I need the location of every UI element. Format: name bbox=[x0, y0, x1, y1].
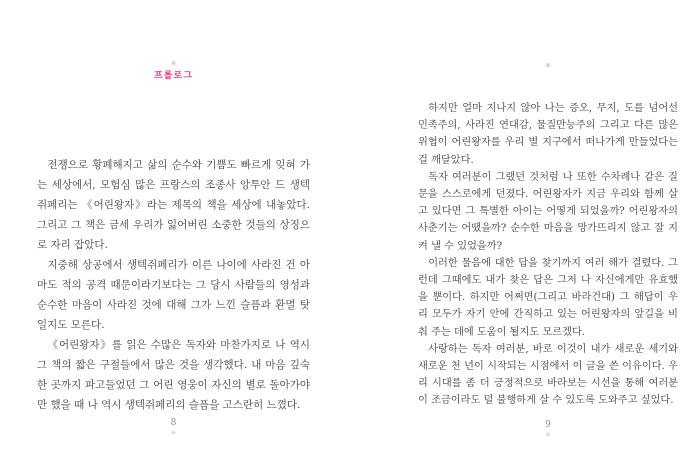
paragraph: 《어린왕자》를 읽은 수많은 독자와 마찬가지로 나 역시 그 책의 짧은 구절들에서 많은 것을 생각했다. 내 마음 깊숙한 곳까지 파고들었던 그 어린 영웅이 자신의 별로 돌아가야만 했을 때 나 역시 생텍쥐페리의 슬픔을 고스란히 느꼈다. bbox=[37, 339, 310, 411]
right-page-header bbox=[418, 62, 678, 70]
star-ornament-icon: ✳ bbox=[170, 59, 177, 68]
paragraph: 사랑하는 독자 여러분, 바로 이것이 내가 새로운 세기와 새로운 천 년이 시작되는 시점에서 이 글을 쓴 이유이다. 우리 시대를 좀 더 긍정적으로 바라보는 시선을 통해 여러분이 조금이라도 덜 불행하게 살 수 있도록 도와주고 싶었다. bbox=[418, 343, 678, 407]
paragraph: 독자 여러분이 그랬던 것처럼 나 또한 수차례나 같은 질문을 스스로에게 던졌다. 어린왕자가 지금 우리와 함께 살고 있다면 그 특별한 아이는 어떻게 되었을까? 어린왕자의 사춘기는 어땠을까? 순수한 마음을 망가뜨리지 않고 잘 지켜 낼 수 있었을까? bbox=[418, 171, 678, 252]
right-page-footer bbox=[418, 420, 678, 439]
page-number: 9 bbox=[545, 420, 551, 430]
paragraph: 하지만 얼마 지나지 않아 나는 증오, 무지, 도를 넘어선 민족주의, 사라진 연대감, 물질만능주의 그리고 다른 많은 위협이 어린왕자를 우리 별 지구에서 떠나가게 만들었다는 걸 깨달았다. bbox=[418, 103, 678, 166]
paragraph: 전쟁으로 황폐해지고 삶의 순수와 기쁨도 빠르게 잊혀 가는 세상에서, 모험심 많은 프랑스의 조종사 앙투안 드 생텍쥐페리는 《어린왕자》라는 제목의 책을 세상에 내놓았다. 그리고 그 책은 금세 우리가 잃어버린 소중한 것들의 상징으로 자리 잡았다. bbox=[37, 159, 310, 251]
left-page bbox=[37, 0, 310, 469]
right-page bbox=[418, 0, 678, 469]
paragraph: 지중해 상공에서 생텍쥐페리가 이른 나이에 사라진 건 아마도 적의 공격 때문이라기보다는 그 당시 사람들의 영성과 순수한 마음이 사라진 것에 대해 그가 느낀 슬픔과 환멸 탓일지도 모른다. bbox=[37, 259, 310, 331]
chapter-label: 프롤로그 bbox=[154, 71, 193, 81]
star-ornament-icon: ✳ bbox=[545, 431, 551, 439]
page-number: 8 bbox=[170, 418, 177, 428]
left-page-body bbox=[37, 155, 310, 415]
left-page-footer bbox=[37, 418, 310, 437]
star-ornament-icon: ✳ bbox=[170, 429, 177, 437]
star-ornament-icon: ✳ bbox=[544, 61, 552, 70]
left-page-header bbox=[37, 60, 310, 81]
right-page-body bbox=[418, 100, 678, 410]
paragraph: 이러한 물음에 대한 답을 찾기까지 여러 해가 걸렸다. 그런데 그때에도 내가 찾은 답은 그저 나 자신에게만 유효했을 뿐이다. 하지만 어쩌면(그리고 바라건대) 그 해답이 우리 모두가 자기 안에 간직하고 있는 어린왕자의 앞길을 비춰 주는 데에 도움이 될지도 모르겠다. bbox=[418, 257, 678, 338]
